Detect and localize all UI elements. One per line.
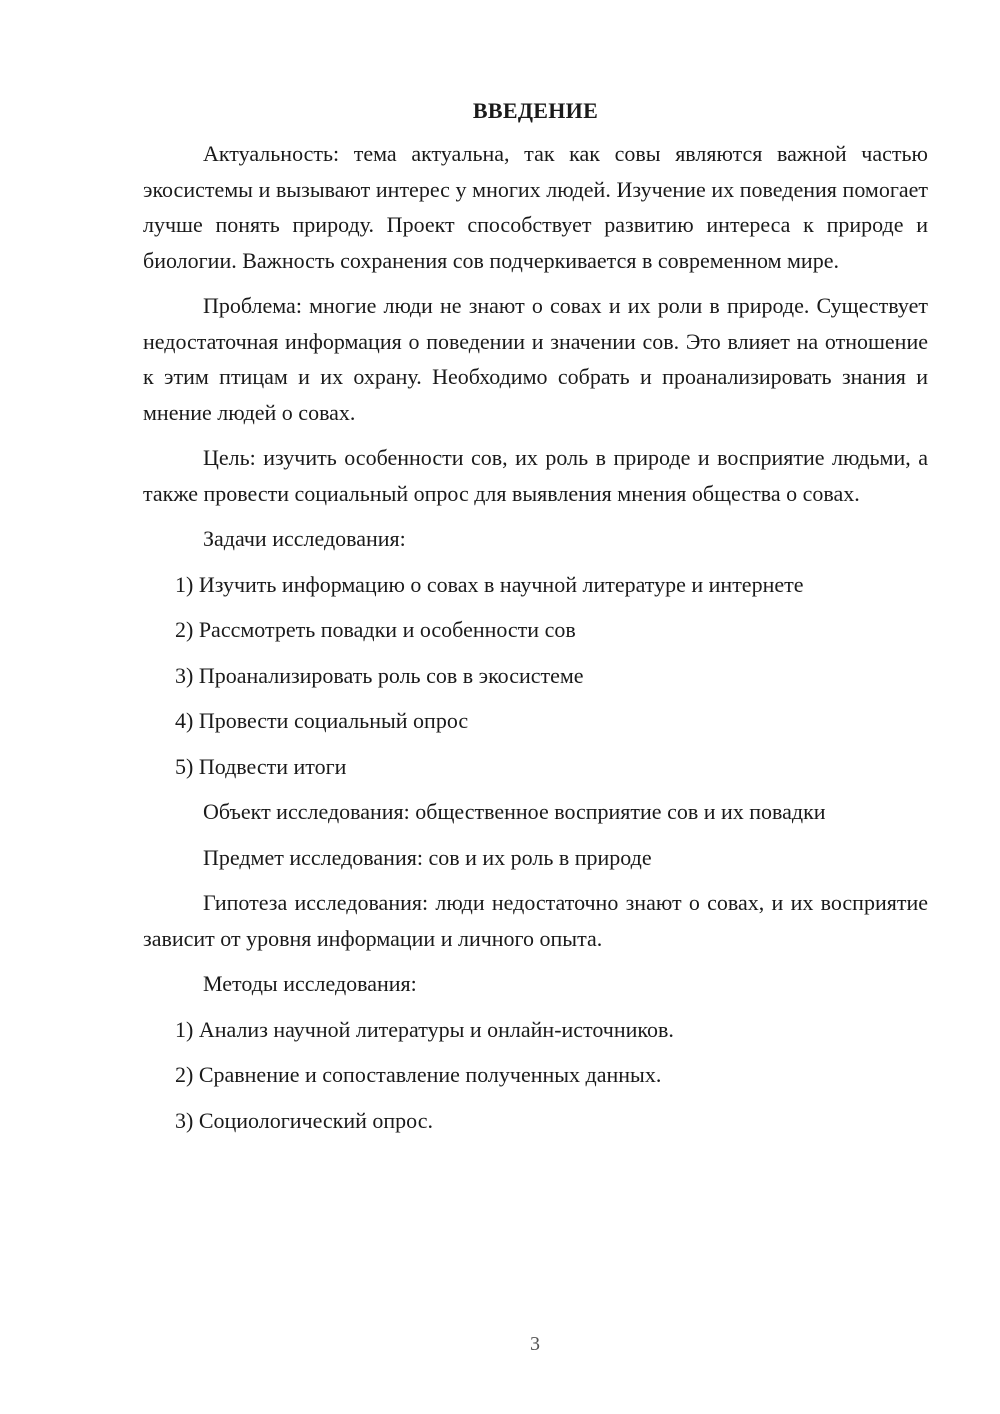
hypothesis-paragraph: Гипотеза исследования: люди недостаточно знают о совах, и их восприятие зависит от уровня информации и личного опыта.	[143, 890, 928, 951]
task-item: 5) Подвести итоги	[175, 753, 347, 779]
methods-heading: Методы исследования:	[203, 971, 417, 996]
tasks-heading: Задачи исследования:	[203, 526, 406, 551]
page-number: 3	[530, 1333, 540, 1355]
task-item: 1) Изучить информацию о совах в научной литературе и интернете	[175, 571, 804, 597]
task-item: 4) Провести социальный опрос	[175, 708, 469, 733]
method-item: 1) Анализ научной литературы и онлайн-источников.	[175, 1016, 674, 1042]
relevance-paragraph: Актуальность: тема актуальна, так как совы являются важной частью экосистемы и вызывают интерес у многих людей. Изучение их поведения помогает лучше понять природу. Проект способствует развитию интереса к природе и биологии. Важность сохранения сов подчеркивается в современном мире.	[143, 141, 928, 273]
method-item: 2) Сравнение и сопоставление полученных данных.	[175, 1062, 662, 1087]
document-body	[143, 96, 928, 1148]
goal-paragraph: Цель: изучить особенности сов, их роль в природе и восприятие людьми, а также провести социальный опрос для выявления мнения общества о совах.	[143, 445, 928, 506]
method-item: 3) Социологический опрос.	[175, 1107, 433, 1133]
research-subject: Предмет исследования: сов и их роль в природе	[203, 844, 652, 870]
problem-paragraph: Проблема: многие люди не знают о совах и их роли в природе. Существует недостаточная информация о поведении и значении сов. Это влияет на отношение к этим птицам и их охрану. Необходимо собрать и проанализировать знания и мнение людей о совах.	[143, 293, 928, 425]
research-object: Объект исследования: общественное восприятие сов и их повадки	[203, 799, 826, 824]
section-title: ВВЕДЕНИЕ	[472, 98, 599, 123]
task-item: 2) Рассмотреть повадки и особенности сов	[175, 617, 576, 642]
task-item: 3) Проанализировать роль сов в экосистеме	[175, 662, 584, 688]
